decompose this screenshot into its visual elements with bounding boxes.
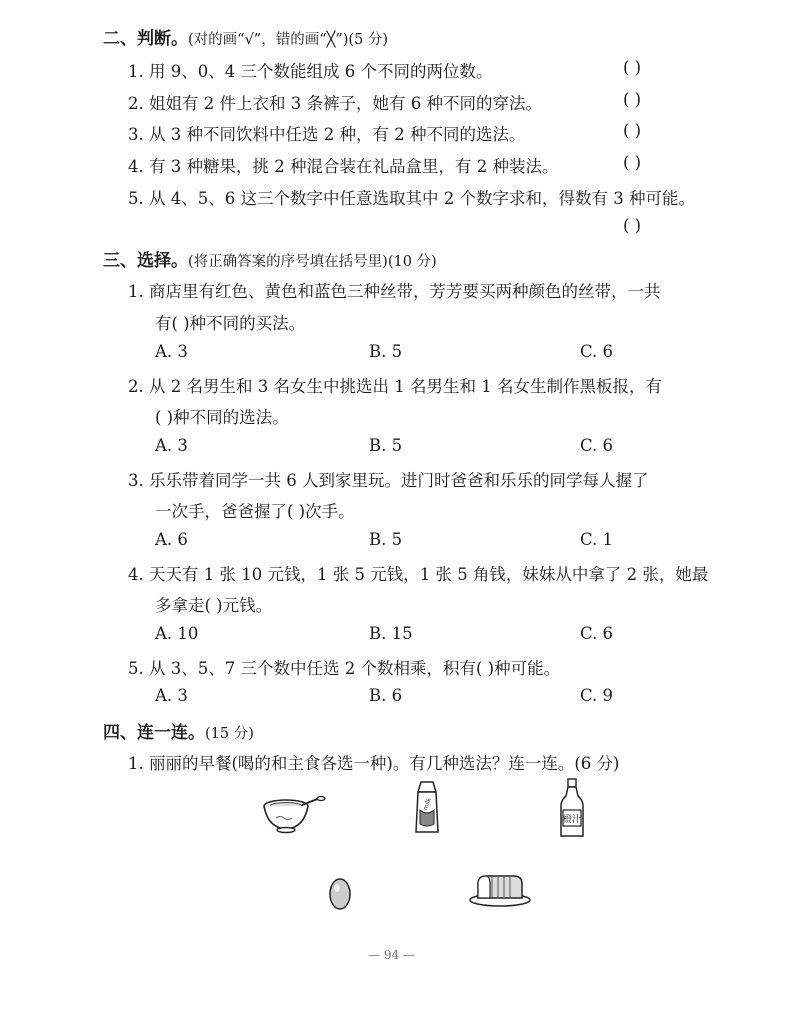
juice-bottle-icon[interactable] [557,778,587,840]
section-3-note: (将正确答案的序号填在括号里)(10 分) [188,254,437,270]
s2-q4 [128,153,558,177]
option-a[interactable]: A. 3 [155,436,188,455]
option-b[interactable]: B. 5 [369,530,403,549]
answer-paren[interactable]: ( ) [623,121,642,140]
s2-q5 [128,185,695,209]
option-c[interactable]: C. 6 [580,342,614,361]
option-b[interactable]: B. 5 [369,436,403,455]
question-text: 从 3、5、7 三个数中任选 2 个数相乘，积有( )种可能。 [149,659,561,678]
question-number: 1. [128,754,144,773]
section-3-title: 三、选择。 [103,251,188,271]
s3-q3 [128,467,649,491]
option-c[interactable]: C. 1 [580,530,614,549]
question-text: 从 3 种不同饮料中任选 2 种，有 2 种不同的选法。 [149,125,526,144]
question-number: 2. [128,377,144,396]
question-number: 3. [128,471,144,490]
question-text: 有 3 种糖果，挑 2 种混合装在礼品盒里，有 2 种装法。 [149,157,559,176]
question-text: 用 9、0、4 三个数能组成 6 个不同的两位数。 [149,62,493,81]
question-text: 从 2 名男生和 3 名女生中挑选出 1 名男生和 1 名女生制作黑板报，有 [149,377,662,396]
option-b[interactable]: B. 5 [369,342,403,361]
s3-q5 [128,655,560,679]
section-3-heading [103,246,437,271]
option-b[interactable]: B. 6 [369,686,403,705]
section-4-heading [103,718,254,743]
question-text: 姐姐有 2 件上衣和 3 条裤子，她有 6 种不同的穿法。 [149,94,542,113]
option-a[interactable]: A. 6 [155,530,188,549]
question-text-line2: 一次手，爸爸握了( )次手。 [155,502,355,521]
bowl-icon[interactable] [258,796,328,836]
question-text: 丽丽的早餐(喝的和主食各选一种)。有几种选法？连一连。(6 分) [149,754,620,773]
question-text: 商店里有红色、黄色和蓝色三种丝带，芳芳要买两种颜色的丝带，一共 [149,282,661,301]
s2-q3 [128,121,525,145]
milk-label: milk [422,797,433,812]
section-2-heading [103,24,388,49]
section-2-title: 二、判断。 [103,29,188,49]
option-a[interactable]: A. 10 [155,624,199,643]
question-number: 4. [128,157,144,176]
option-a[interactable]: A. 3 [155,686,188,705]
s3-q4 [128,561,708,585]
s2-q2 [128,90,542,114]
section-2-note: (对的画“√”，错的画“╳”)(5 分) [188,32,389,48]
question-text-line2: 多拿走( )元钱。 [155,596,273,615]
question-text: 从 4、5、6 这三个数字中任意选取其中 2 个数字求和，得数有 3 种可能。 [149,189,695,208]
bread-icon[interactable] [468,870,532,908]
question-text: 天天有 1 张 10 元钱，1 张 5 元钱，1 张 5 角钱，妹妹从中拿了 2 张，她最 [149,565,709,584]
question-number: 5. [128,189,144,208]
question-text: 乐乐带着同学一共 6 人到家里玩。进门时爸爸和乐乐的同学每人握了 [149,471,649,490]
juice-label: 橙汁 [562,815,582,825]
page-number: — 94 — [368,948,415,962]
answer-paren[interactable]: ( ) [623,153,642,172]
question-number: 5. [128,659,144,678]
option-b[interactable]: B. 15 [369,624,413,643]
s4-q1 [128,750,620,774]
option-c[interactable]: C. 6 [580,436,614,455]
answer-paren[interactable]: ( ) [623,216,642,235]
answer-paren[interactable]: ( ) [623,58,642,77]
s3-q1 [128,278,661,302]
question-text-line2: ( )种不同的选法。 [155,408,289,427]
question-number: 1. [128,62,144,81]
question-number: 1. [128,282,144,301]
section-4-title: 四、连一连。 [103,723,205,743]
question-number: 3. [128,125,144,144]
s3-q2 [128,373,662,397]
section-4-note: (15 分) [205,726,254,742]
answer-paren[interactable]: ( ) [623,90,642,109]
milk-carton-icon[interactable] [412,780,442,836]
question-number: 2. [128,94,144,113]
option-a[interactable]: A. 3 [155,342,188,361]
egg-icon[interactable] [328,876,352,912]
question-text-line2: 有( )种不同的买法。 [155,314,306,333]
question-number: 4. [128,565,144,584]
s2-q1 [128,58,492,82]
option-c[interactable]: C. 6 [580,624,614,643]
option-c[interactable]: C. 9 [580,686,614,705]
